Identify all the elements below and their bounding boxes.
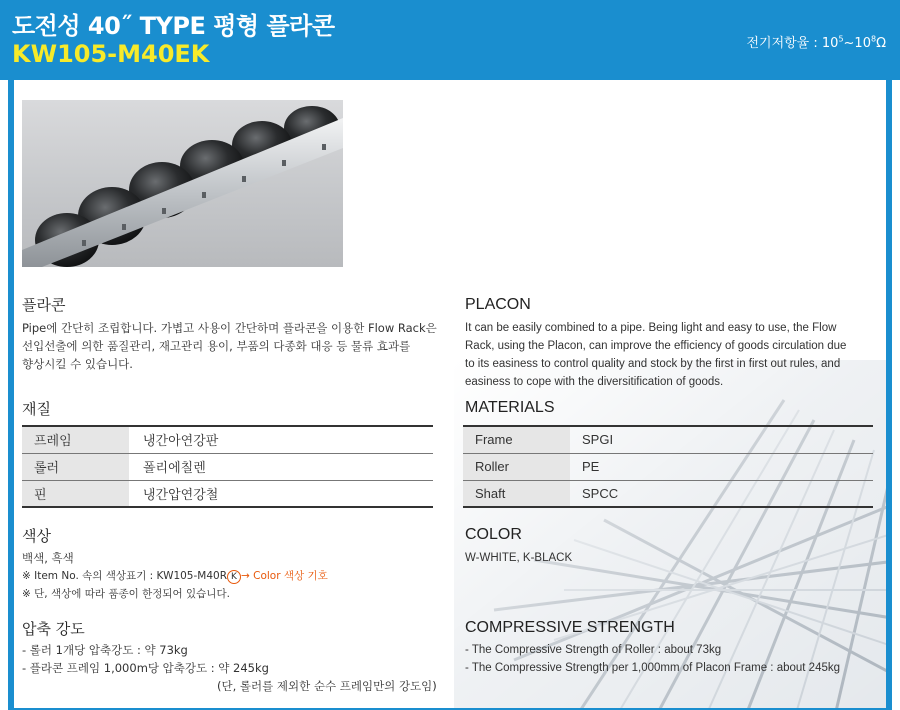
color-code-marker: K (227, 570, 241, 584)
page-title: 도전성 40˝ TYPE 평형 플라콘 (12, 12, 335, 40)
materials-title-en: MATERIALS (465, 399, 555, 416)
placon-description-kr: Pipe에 간단히 조립합니다. 가볍고 사용이 간단하며 플라콘을 이용한 Flow Rack은 선입선출에 의한 품질관리, 재고관리 용이, 부품의 다종화 대응 등 물류 효과를 향상시킬 수 있습니다. (22, 321, 437, 371)
materials-title-kr: 재질 (22, 400, 51, 418)
table-row: Roller PE (463, 453, 873, 480)
header-bar (0, 0, 900, 80)
strength-list-en: - The Compressive Strength of Roller : about 73kg - The Compressive Strength per 1,000mm of Placon Frame : about 245kg (465, 644, 841, 674)
color-title-en: COLOR (465, 526, 522, 543)
color-limit-note: ※ 단, 색상에 따라 품종이 한정되어 있습니다. (22, 588, 230, 600)
strength-title-en: COMPRESSIVE STRENGTH (465, 619, 675, 636)
materials-table-en (463, 425, 873, 508)
table-row: Frame SPGI (463, 426, 873, 453)
placon-title-en: PLACON (465, 296, 531, 313)
strength-list-kr: - 롤러 1개당 압축강도 : 약 73kg - 플라콘 프레임 1,000m당 압축강도 : 약 245kg (단, 롤러를 제외한 순수 프레임만의 강도임) (22, 643, 437, 693)
color-value-kr: 백색, 흑색 (22, 551, 74, 565)
color-title-kr: 색상 (22, 527, 51, 545)
placon-roller-photo (22, 100, 343, 267)
materials-table-kr (22, 425, 433, 508)
placon-description-en: It can be easily combined to a pipe. Being light and easy to use, the Flow Rack, using the Placon, can improve the efficiency of goods circulation due to its easiness to control quality and stock by the first in first out rules, and easiness to cope with the diversitification of goods. (465, 322, 847, 388)
table-row: Shaft SPCC (463, 480, 873, 507)
strength-title-kr: 압축 강도 (22, 620, 85, 638)
table-row: 핀 냉간압연강철 (22, 480, 433, 507)
resistivity-label: 전기저항율 : $10^5\sim 10^8\Omega$ (746, 34, 886, 51)
roller-rail-illustration (22, 100, 343, 267)
placon-title-kr: 플라콘 (22, 296, 66, 314)
table-row: 프레임 냉간아연강판 (22, 426, 433, 453)
table-row: 롤러 폴리에칠렌 (22, 453, 433, 480)
color-value-en: W-WHITE, K-BLACK (465, 552, 573, 564)
model-number: KW105-M40EK (12, 40, 210, 68)
color-code-note: ※ Item No. 속의 색상표기 : KW105-M40R K → Color 색상 기호 (22, 570, 328, 582)
